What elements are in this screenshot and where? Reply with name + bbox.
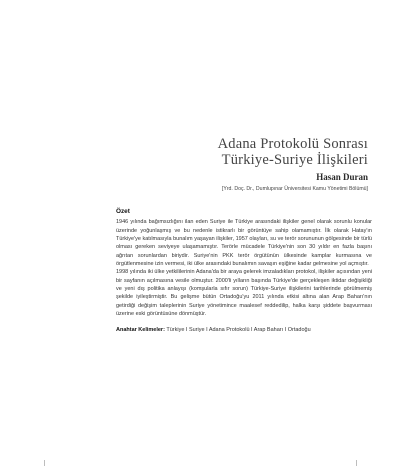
author-name: Hasan Duran xyxy=(316,172,368,182)
abstract-paragraph-2: 1998 yılında iki ülke yetkililerinin Adana'da bir araya gelerek imzaladıkları protokol, ilişkiler açısından yeni bir sayfanın açılmasına vesile olmuştur. 2000'li yılların başında Türkiye'de gerçekleşen iktidar değişikliği ve yeni dış politika anlayışı (komşularla sıfır sorun) Türkiye-Suriye ilişkilerini tarihlerinde görülmemiş şekilde iyileştirmiştir. Bu gelişme bütün Ortadoğu'yu 2011 yılında etkisi altına alan Arap Baharı'nın getirdiği değişim taleplerinin Suriye yönetimince maalesef reddedilip, halka karşı şiddete başvurması üzerine eski görüntüsüne dönmüştür. xyxy=(116,269,372,318)
crop-mark xyxy=(44,460,45,466)
abstract-section xyxy=(116,208,372,335)
author-affiliation: [Yrd. Doç. Dr., Dumlupınar Üniversitesi Kamu Yönetimi Bölümü] xyxy=(221,186,368,192)
keywords-label: Anahtar Kelimeler: xyxy=(116,327,165,334)
crop-mark xyxy=(356,460,357,466)
abstract-heading: Özet xyxy=(116,208,130,215)
keywords-list: Türkiye I Suriye I Adana Protokolü I Arap Baharı I Ortadoğu xyxy=(166,327,311,334)
abstract-paragraph-1: 1946 yılında bağımsızlığını ilan eden Suriye ile Türkiye arasındaki ilişkiler genel olarak sorunlu konular üzerinde yoğunlaşmış ve bu nedenle istikrarlı bir görüntüye sahip olamamıştır. İlk olarak Hatay'ın Türkiye'ye katılmasıyla bunalım yaşayan ilişkiler, 1957 olayları, su ve terör sorununun gölgesinde bir türlü olması gereken seviyeye ulaşamamıştır. Terörle mücadele Türkiye'nin son 30 yıldır en fazla başını ağrıtan sorunlardan biriydir. Suriye'nin PKK terör örgütünün ülkesinde kamplar kurmasına ve örgütlenmesine izin vermesi, iki ülke arasındaki bunalımın savaşın eşiğine kadar gelmesine yol açmıştır. xyxy=(116,219,372,268)
article-title xyxy=(68,136,368,168)
title-line-2: Türkiye-Suriye İlişkileri xyxy=(221,152,368,168)
page-crop-marks xyxy=(0,458,400,468)
title-line-1: Adana Protokolü Sonrası xyxy=(217,136,368,152)
keywords-line xyxy=(116,326,372,334)
